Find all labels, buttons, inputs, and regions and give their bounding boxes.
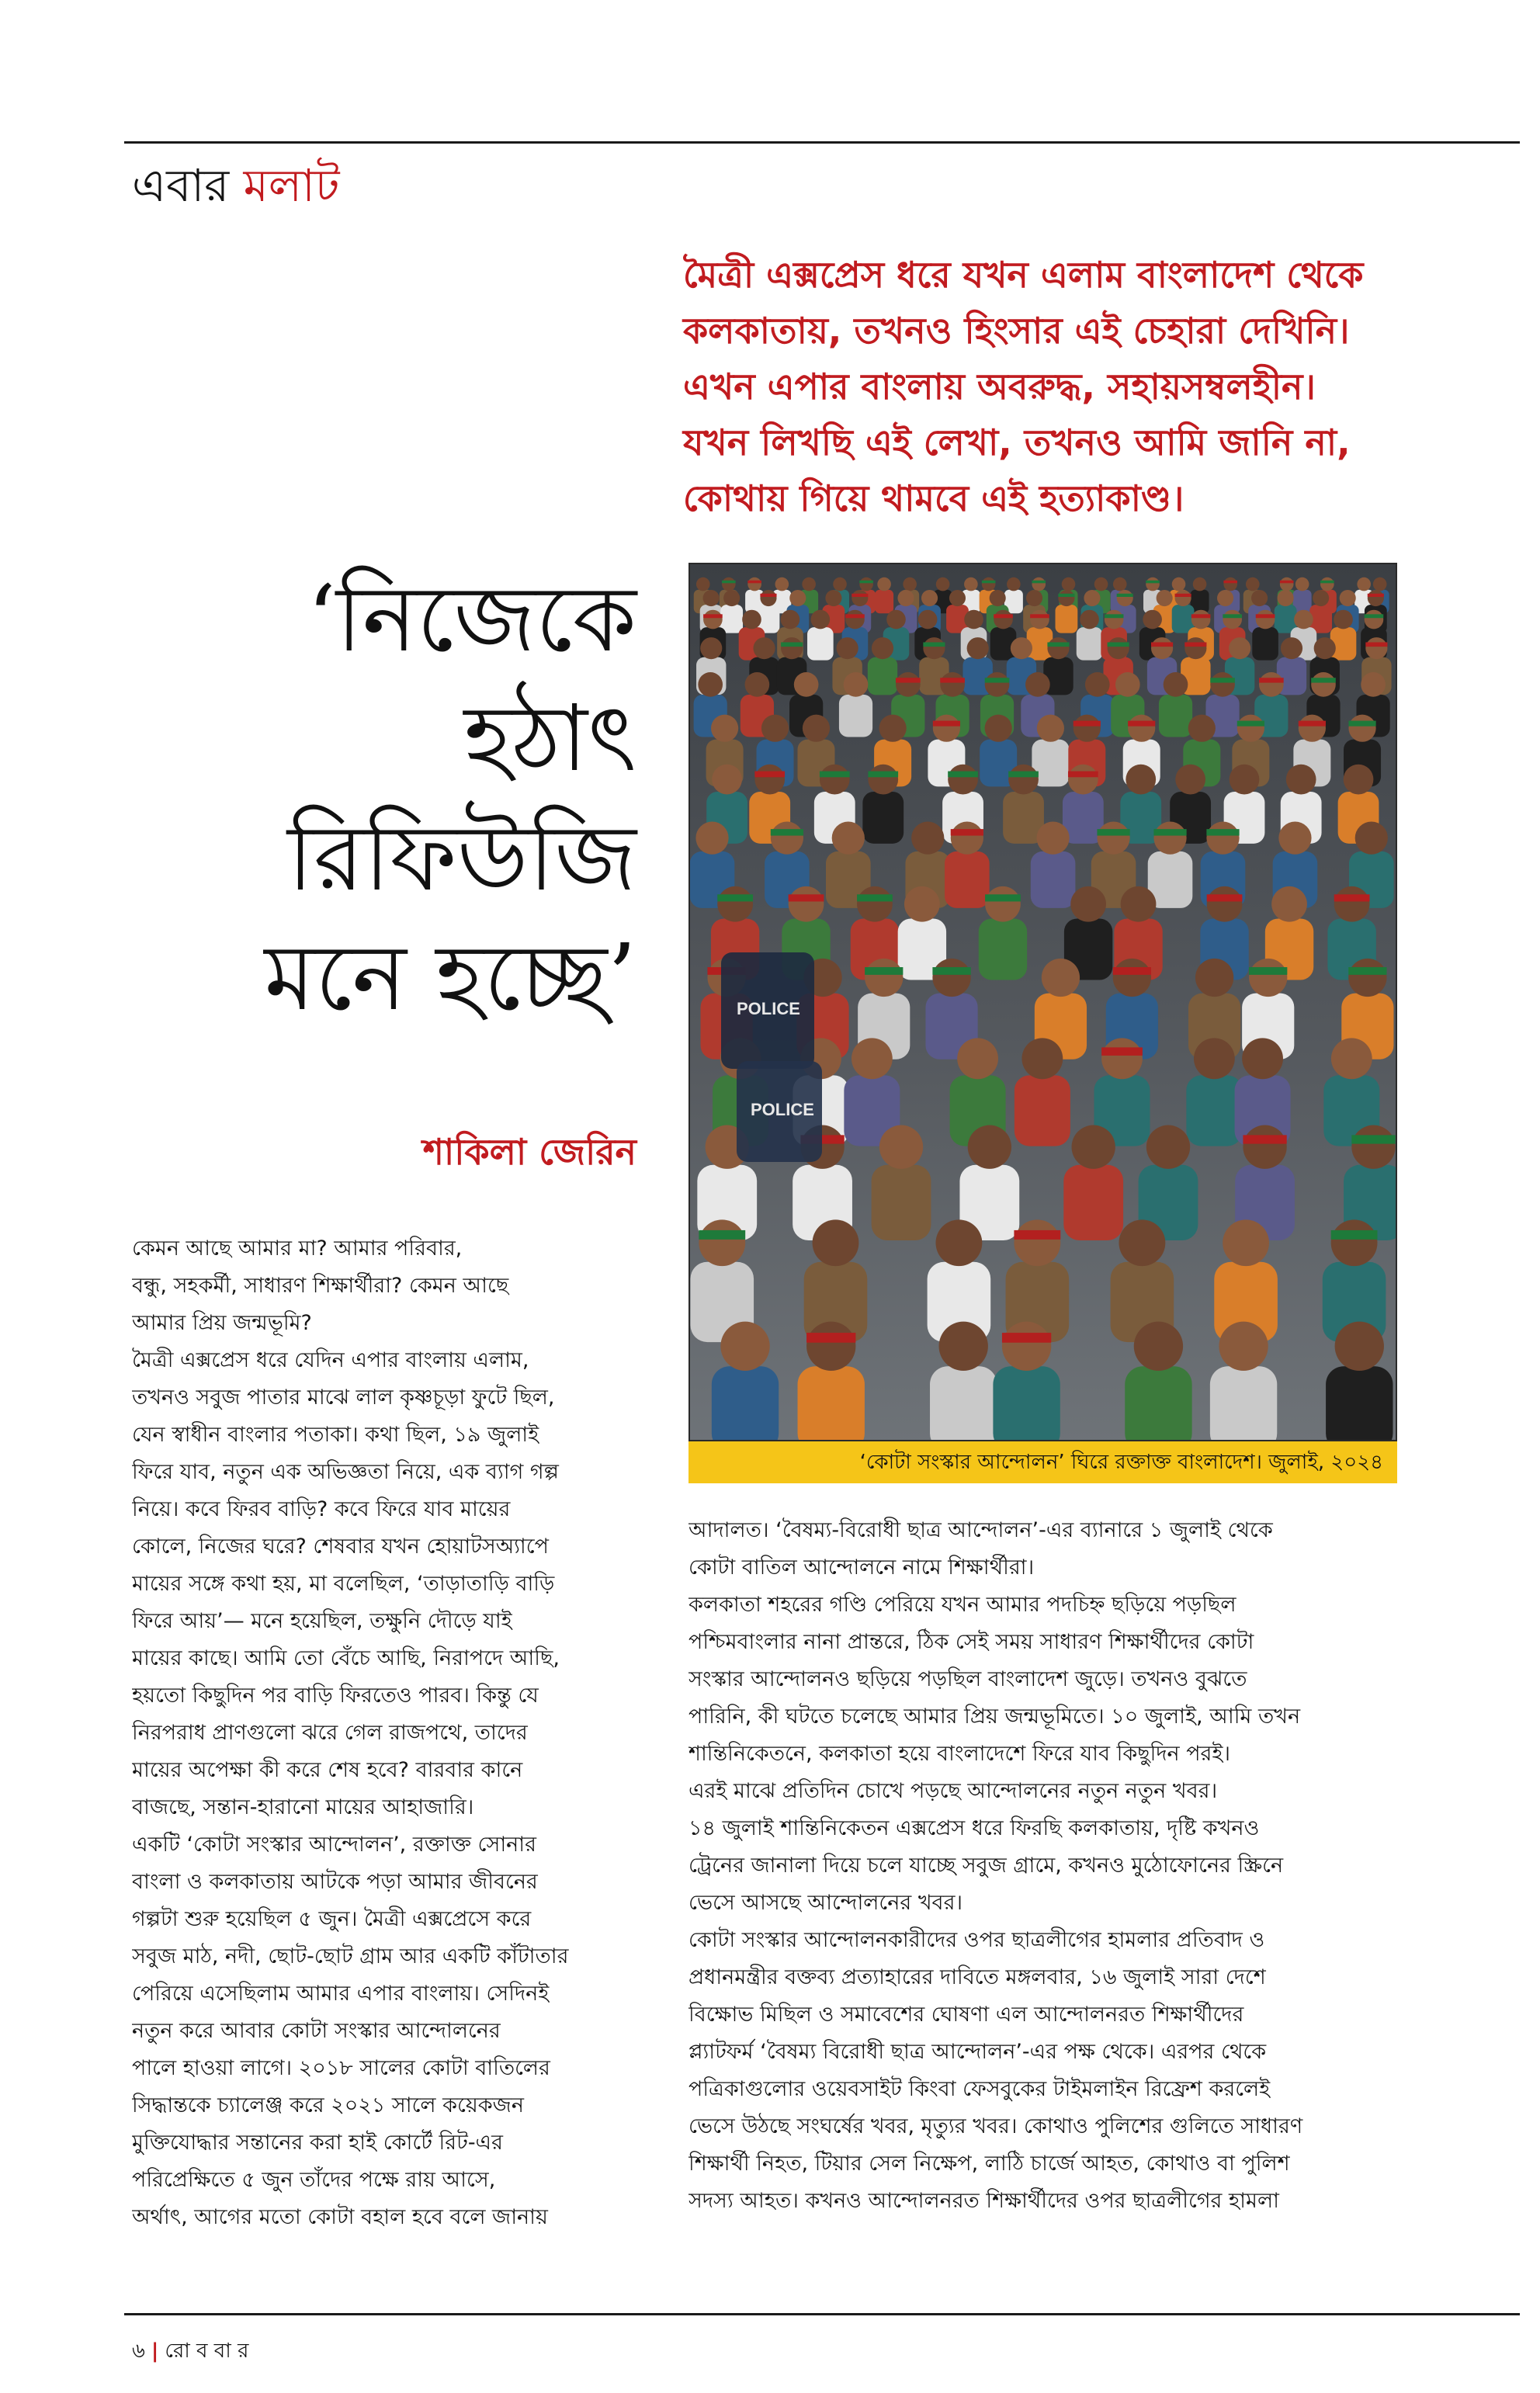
body-line: অর্থাৎ, আগের মতো কোটা বহাল হবে বলে জানায় [132,2205,548,2229]
magazine-name: রো ব বা র [165,2339,249,2363]
photo-caption: ‘কোটা সংস্কার আন্দোলন’ ঘিরে রক্তাক্ত বাংলাদেশ। জুলাই, ২০২৪ [688,1441,1397,1483]
protest-photo [688,563,1397,1441]
body-line: পেরিয়ে এসেছিলাম আমার এপার বাংলায়। সেদিনই [132,1982,550,2006]
body-line: সিদ্ধান্তকে চ্যালেঞ্জ করে ২০২১ সালে কয়েকজন [132,2093,524,2117]
page-number: ৬ [132,2339,145,2363]
body-line: শিক্ষার্থী নিহত, টিয়ার সেল নিক্ষেপ, লাঠি চার্জে আহত, কোথাও বা পুলিশ [688,2152,1290,2176]
body-line: ট্রেনের জানালা দিয়ে চলে যাচ্ছে সবুজ গ্রামে, কখনও মুঠোফোনের স্ক্রিনে [688,1854,1284,1878]
body-line: নিয়ে। কবে ফিরব বাড়ি? কবে ফিরে যাব মায়ের [132,1497,511,1521]
headline-line: রিফিউজি [287,804,636,911]
svg-text:POLICE: POLICE [751,1100,814,1119]
body-line: কলকাতা শহরের গণ্ডি পেরিয়ে যখন আমার পদচিহ্ন ছড়িয়ে পড়ছিল [688,1593,1237,1617]
body-line: আদালত। ‘বৈষম্য-বিরোধী ছাত্র আন্দোলন’-এর ব্যানারে ১ জুলাই থেকে [688,1518,1273,1542]
folio-divider: | [151,2339,159,2363]
body-line: কেমন আছে আমার মা? আমার পরিবার, [132,1236,463,1261]
body-line: নতুন করে আবার কোটা সংস্কার আন্দোলনের [132,2019,501,2043]
body-line: ফিরে আয়’— মনে হয়েছিল, তক্ষুনি দৌড়ে যাই [132,1609,512,1633]
body-line: সবুজ মাঠ, নদী, ছোট-ছোট গ্রাম আর একটি কাঁটাতার [132,1944,569,1968]
body-line: আমার প্রিয় জন্মভূমি? [132,1311,312,1335]
body-line: একটি ‘কোটা সংস্কার আন্দোলন’, রক্তাক্ত সোনার [132,1833,536,1857]
svg-text:POLICE: POLICE [737,999,800,1018]
body-column-right [688,1512,1397,2220]
body-line: বাজছে, সন্তান-হারানো মায়ের আহাজারি। [132,1795,474,1819]
body-line: সদস্য আহত। কখনও আন্দোলনরত শিক্ষার্থীদের ওপর ছাত্রলীগের হামলা [688,2189,1279,2213]
police-shield [721,952,814,1069]
body-line: পরিপ্রেক্ষিতে ৫ জুন তাঁদের পক্ষে রায় আসে, [132,2168,496,2192]
body-line: প্রধানমন্ত্রীর বক্তব্য প্রত্যাহারের দাবিতে মঙ্গলবার, ১৬ জুলাই সারা দেশে [688,1965,1266,1989]
protest-photo-illustration [690,564,1397,1441]
top-rule [124,141,1520,144]
body-line: প্ল্যাটফর্ম ‘বৈষম্য বিরোধী ছাত্র আন্দোলন’-এর পক্ষ থেকে। এরপর থেকে [688,2040,1267,2064]
body-line: বাংলা ও কলকাতায় আটকে পড়া আমার জীবনের [132,1870,538,1894]
body-line: পশ্চিমবাংলার নানা প্রান্তরে, ঠিক সেই সময় সাধারণ শিক্ষার্থীদের কোটা [688,1630,1254,1654]
body-line: পারিনি, কী ঘটতে চলেছে আমার প্রিয় জন্মভূমিতে। ১০ জুলাই, আমি তখন [688,1705,1301,1729]
body-line: পালে হাওয়া লাগে। ২০১৮ সালের কোটা বাতিলের [132,2056,550,2080]
body-column-left [132,1230,644,2236]
body-line: ফিরে যাব, নতুন এক অভিজ্ঞতা নিয়ে, এক ব্যাগ গল্প [132,1460,559,1484]
body-line: বন্ধু, সহকর্মী, সাধারণ শিক্ষার্থীরা? কেমন আছে [132,1274,509,1298]
body-line: কোটা বাতিল আন্দোলনে নামে শিক্ষার্থীরা। [688,1555,1035,1580]
body-line: মায়ের অপেক্ষা কী করে শেষ হবে? বারবার কানে [132,1758,523,1782]
section-name: মলাট [243,159,340,212]
body-line: ১৪ জুলাই শান্তিনিকেতন এক্সপ্রেস ধরে ফিরছি কলকাতায়, দৃষ্টি কখনও [688,1816,1260,1840]
headline-line: হঠাৎ [463,685,636,792]
standfirst-line: এখন এপার বাংলায় অবরুদ্ধ, সহায়সম্বলহীন। [683,366,1316,408]
body-line: ভেসে উঠছে সংঘর্ষের খবর, মৃত্যুর খবর। কোথাও পুলিশের গুলিতে সাধারণ [688,2114,1303,2138]
bottom-rule [124,2313,1520,2315]
section-label [132,159,339,213]
body-line: যেন স্বাধীন বাংলার পতাকা। কথা ছিল, ১৯ জুলাই [132,1423,539,1447]
standfirst-line: কোথায় গিয়ে থামবে এই হত্যাকাণ্ড। [683,477,1184,519]
body-line: তখনও সবুজ পাতার মাঝে লাল কৃষ্ণচূড়া ফুটে ছিল, [132,1386,555,1410]
headline-line: ‘নিজেকে [307,565,636,672]
headline [124,559,636,1037]
police-shield [737,1061,822,1162]
body-line: নিরপরাধ প্রাণগুলো ঝরে গেল রাজপথে, তাদের [132,1721,528,1745]
body-line: মুক্তিযোদ্ধার সন্তানের করা হাই কোর্টে রিট-এর [132,2131,503,2155]
body-line: কোটা সংস্কার আন্দোলনকারীদের ওপর ছাত্রলীগের হামলার প্রতিবাদ ও [688,1928,1265,1952]
standfirst-line: মৈত্রী এক্সপ্রেস ধরে যখন এলাম বাংলাদেশ থেকে [683,254,1364,296]
body-line: শান্তিনিকেতনে, কলকাতা হয়ে বাংলাদেশে ফিরে যাব কিছুদিন পরই। [688,1742,1231,1766]
folio [132,2335,248,2369]
body-line: সংস্কার আন্দোলনও ছড়িয়ে পড়ছিল বাংলাদেশ জুড়ে। তখনও বুঝতে [688,1667,1247,1691]
section-prefix: এবার [132,159,230,212]
body-line: বিক্ষোভ মিছিল ও সমাবেশের ঘোষণা এল আন্দোলনরত শিক্ষার্থীদের [688,2003,1244,2027]
body-line: কোলে, নিজের ঘরে? শেষবার যখন হোয়াটসঅ্যাপে [132,1535,549,1559]
body-line: ভেসে আসছে আন্দোলনের খবর। [688,1891,963,1915]
headline-line: মনে হচ্ছে’ [264,924,636,1031]
body-line: এরই মাঝে প্রতিদিন চোখে পড়ছে আন্দোলনের নতুন নতুন খবর। [688,1779,1218,1803]
body-line: মৈত্রী এক্সপ্রেস ধরে যেদিন এপার বাংলায় এলাম, [132,1348,529,1372]
standfirst-line: কলকাতায়, তখনও হিংসার এই চেহারা দেখিনি। [683,310,1350,352]
body-line: হয়তো কিছুদিন পর বাড়ি ফিরতেও পারব। কিন্তু যে [132,1684,539,1708]
body-line: গল্পটা শুরু হয়েছিল ৫ জুন। মৈত্রী এক্সপ্রেসে করে [132,1907,532,1931]
body-line: মায়ের সঙ্গে কথা হয়, মা বলেছিল, ‘তাড়াতাড়ি বাড়ি [132,1572,555,1596]
byline: শাকিলা জেরিন [422,1131,636,1173]
standfirst [683,247,1459,526]
body-line: পত্রিকাগুলোর ওয়েবসাইট কিংবা ফেসবুকের টাইমলাইন রিফ্রেশ করলেই [688,2077,1271,2101]
body-line: মায়ের কাছে। আমি তো বেঁচে আছি, নিরাপদে আছি, [132,1646,560,1670]
standfirst-line: যখন লিখছি এই লেখা, তখনও আমি জানি না, [683,421,1351,463]
